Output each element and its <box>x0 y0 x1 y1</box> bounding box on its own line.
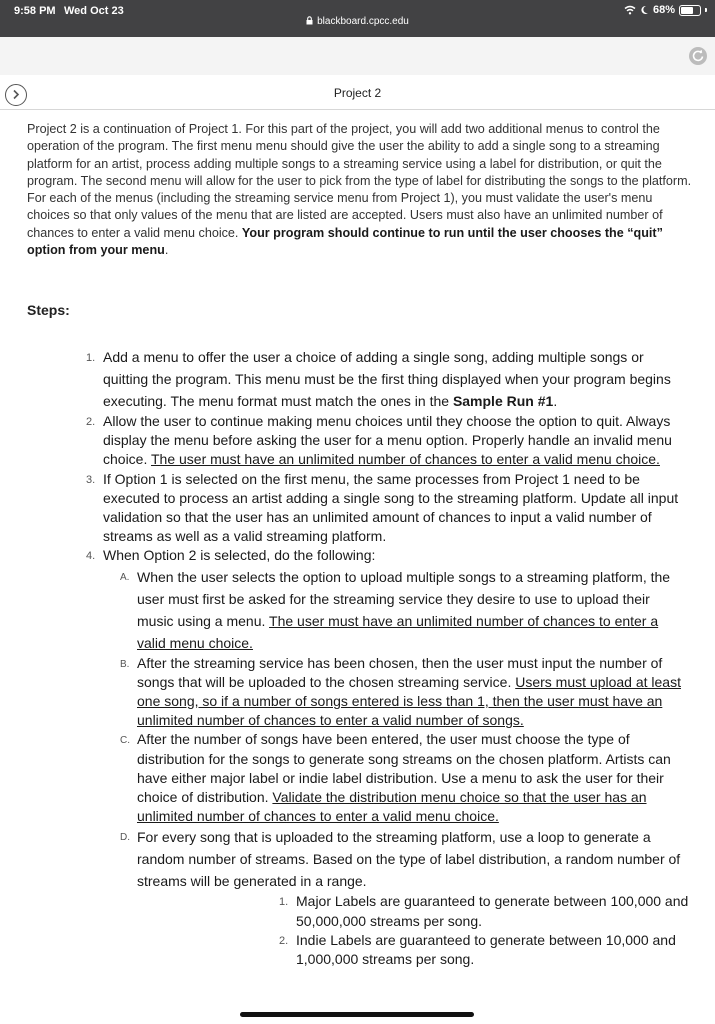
reload-icon <box>689 47 707 65</box>
step-underlined-text: The user must have an unlimited number of chances to enter a valid menu choice. <box>151 451 660 468</box>
browser-chrome <box>0 0 715 37</box>
range-text: Indie Labels are guaranteed to generate between 10,000 and 1,000,000 streams per song. <box>296 931 676 968</box>
substep-underlined-text: The user must have an unlimited number of chances to enter a valid menu choice. <box>137 612 659 651</box>
step-text: Add a menu to offer the user a choice of adding a single song, adding multiple songs or quitting the program. This menu must be the first thing displayed when your program begins executing. The menu format must match the ones in the <box>103 349 671 409</box>
substep-text: When the user selects the option to upload multiple songs to a streaming platform, the user must first be asked for the streaming service they desire to use to upload their music using a menu. <box>137 568 671 629</box>
step-text: When Option 2 is selected, do the following: <box>103 547 376 564</box>
step-1 <box>86 346 689 412</box>
battery-percentage: 68% <box>652 4 675 16</box>
substep-underlined-text: Validate the distribution menu choice so that the user has an unlimited number of chances to enter a valid menu choice. <box>137 789 647 825</box>
substep-marker: B. <box>120 658 130 670</box>
intro-text: Project 2 is a continuation of Project 1. For this part of the project, you will add two additional menus to control the operation of the program. The first menu menu should give the user the ability to add a single song to a streaming platform for an artist, process adding multiple songs to a streaming service using a label for distribution, or quit the program. The second menu will allow for the user to pick from the type of label for distributing the songs to the platform. For each of the menus (including the streaming service menu from Project 1), you must validate the user's menu choices so that only values of the menu that are listed are accepted. Users must also have an unlimited number of chances to enter a valid menu choice. <box>27 122 692 240</box>
battery-level <box>681 7 693 14</box>
step-marker: 4. <box>86 550 96 563</box>
substep-marker: C. <box>120 735 130 747</box>
substep-marker: D. <box>120 832 130 844</box>
step-bold-text: Sample Run #1 <box>452 393 554 409</box>
steps-heading: Steps: <box>27 302 70 318</box>
step-text: If Option 1 is selected on the first menu, the same processes from Project 1 need to be executed to process an artist adding a single song to the streaming platform. Update all input validation so that the user has an unlimited amount of chances to input a valid number of streams as well as a valid streaming platform. <box>103 470 679 545</box>
substep-c <box>120 730 689 826</box>
step-marker: 2. <box>86 416 96 428</box>
step-4 <box>86 546 689 565</box>
lock-icon <box>306 16 313 25</box>
page-toolbar <box>0 37 715 75</box>
address-bar[interactable] <box>0 16 715 27</box>
substep-underlined-text: Users must upload at least one song, so if a number of songs entered is less than 1, then the user must have an unlimited number of chances to enter a valid number of songs. <box>137 673 681 729</box>
step-text: Allow the user to continue making menu choices until they choose the option to quit. Always display the menu before asking the user for a menu option. Properly handle an invalid menu choice. <box>103 413 672 468</box>
substep-a <box>120 566 689 654</box>
status-indicators <box>624 4 707 16</box>
substep-b <box>120 654 689 731</box>
substep-text: After the streaming service has been chosen, then the user must input the number of songs that will be uploaded to the chosen streaming service. <box>137 654 663 690</box>
substep-marker: A. <box>120 571 130 583</box>
intro-paragraph <box>27 121 692 259</box>
range-text: Major Labels are guaranteed to generate between 100,000 and 50,000,000 streams per song. <box>296 893 689 929</box>
range-marker: 1. <box>279 896 289 909</box>
substep-text: For every song that is uploaded to the streaming platform, use a loop to generate a random number of streams. Based on the type of label distribution, a random number of streams will be generated in a range. <box>137 829 681 890</box>
battery-icon <box>679 5 701 16</box>
intro-bold-text: Your program should continue to run until the user chooses the “quit” option from your menu <box>27 225 663 258</box>
reload-button[interactable] <box>689 47 707 65</box>
step-3 <box>86 470 689 547</box>
home-indicator[interactable] <box>240 1012 474 1017</box>
substep-d <box>120 826 689 892</box>
status-time: 9:58 PM <box>14 5 56 17</box>
battery-cap <box>705 8 707 12</box>
substep-text: After the number of songs have been entered, the user must choose the type of distribution for the songs to generate song streams on the chosen platform. Artists can have either major label or indie label distribution. Use a menu to ask the user for their choice of distribution. <box>137 731 671 806</box>
page-title: Project 2 <box>333 86 382 100</box>
step-marker: 1. <box>86 352 96 364</box>
wifi-icon <box>624 5 636 15</box>
range-marker: 2. <box>279 934 289 947</box>
moon-icon <box>640 5 649 15</box>
step-2 <box>86 412 689 470</box>
step-marker: 3. <box>86 473 96 486</box>
intro-end: . <box>164 243 169 258</box>
range-item-indie <box>279 931 689 969</box>
status-date: Wed Oct 23 <box>64 5 124 17</box>
range-item-major <box>279 892 689 930</box>
step-end: . <box>553 393 558 409</box>
steps-list <box>86 346 689 969</box>
url-text: blackboard.cpcc.edu <box>317 16 409 27</box>
